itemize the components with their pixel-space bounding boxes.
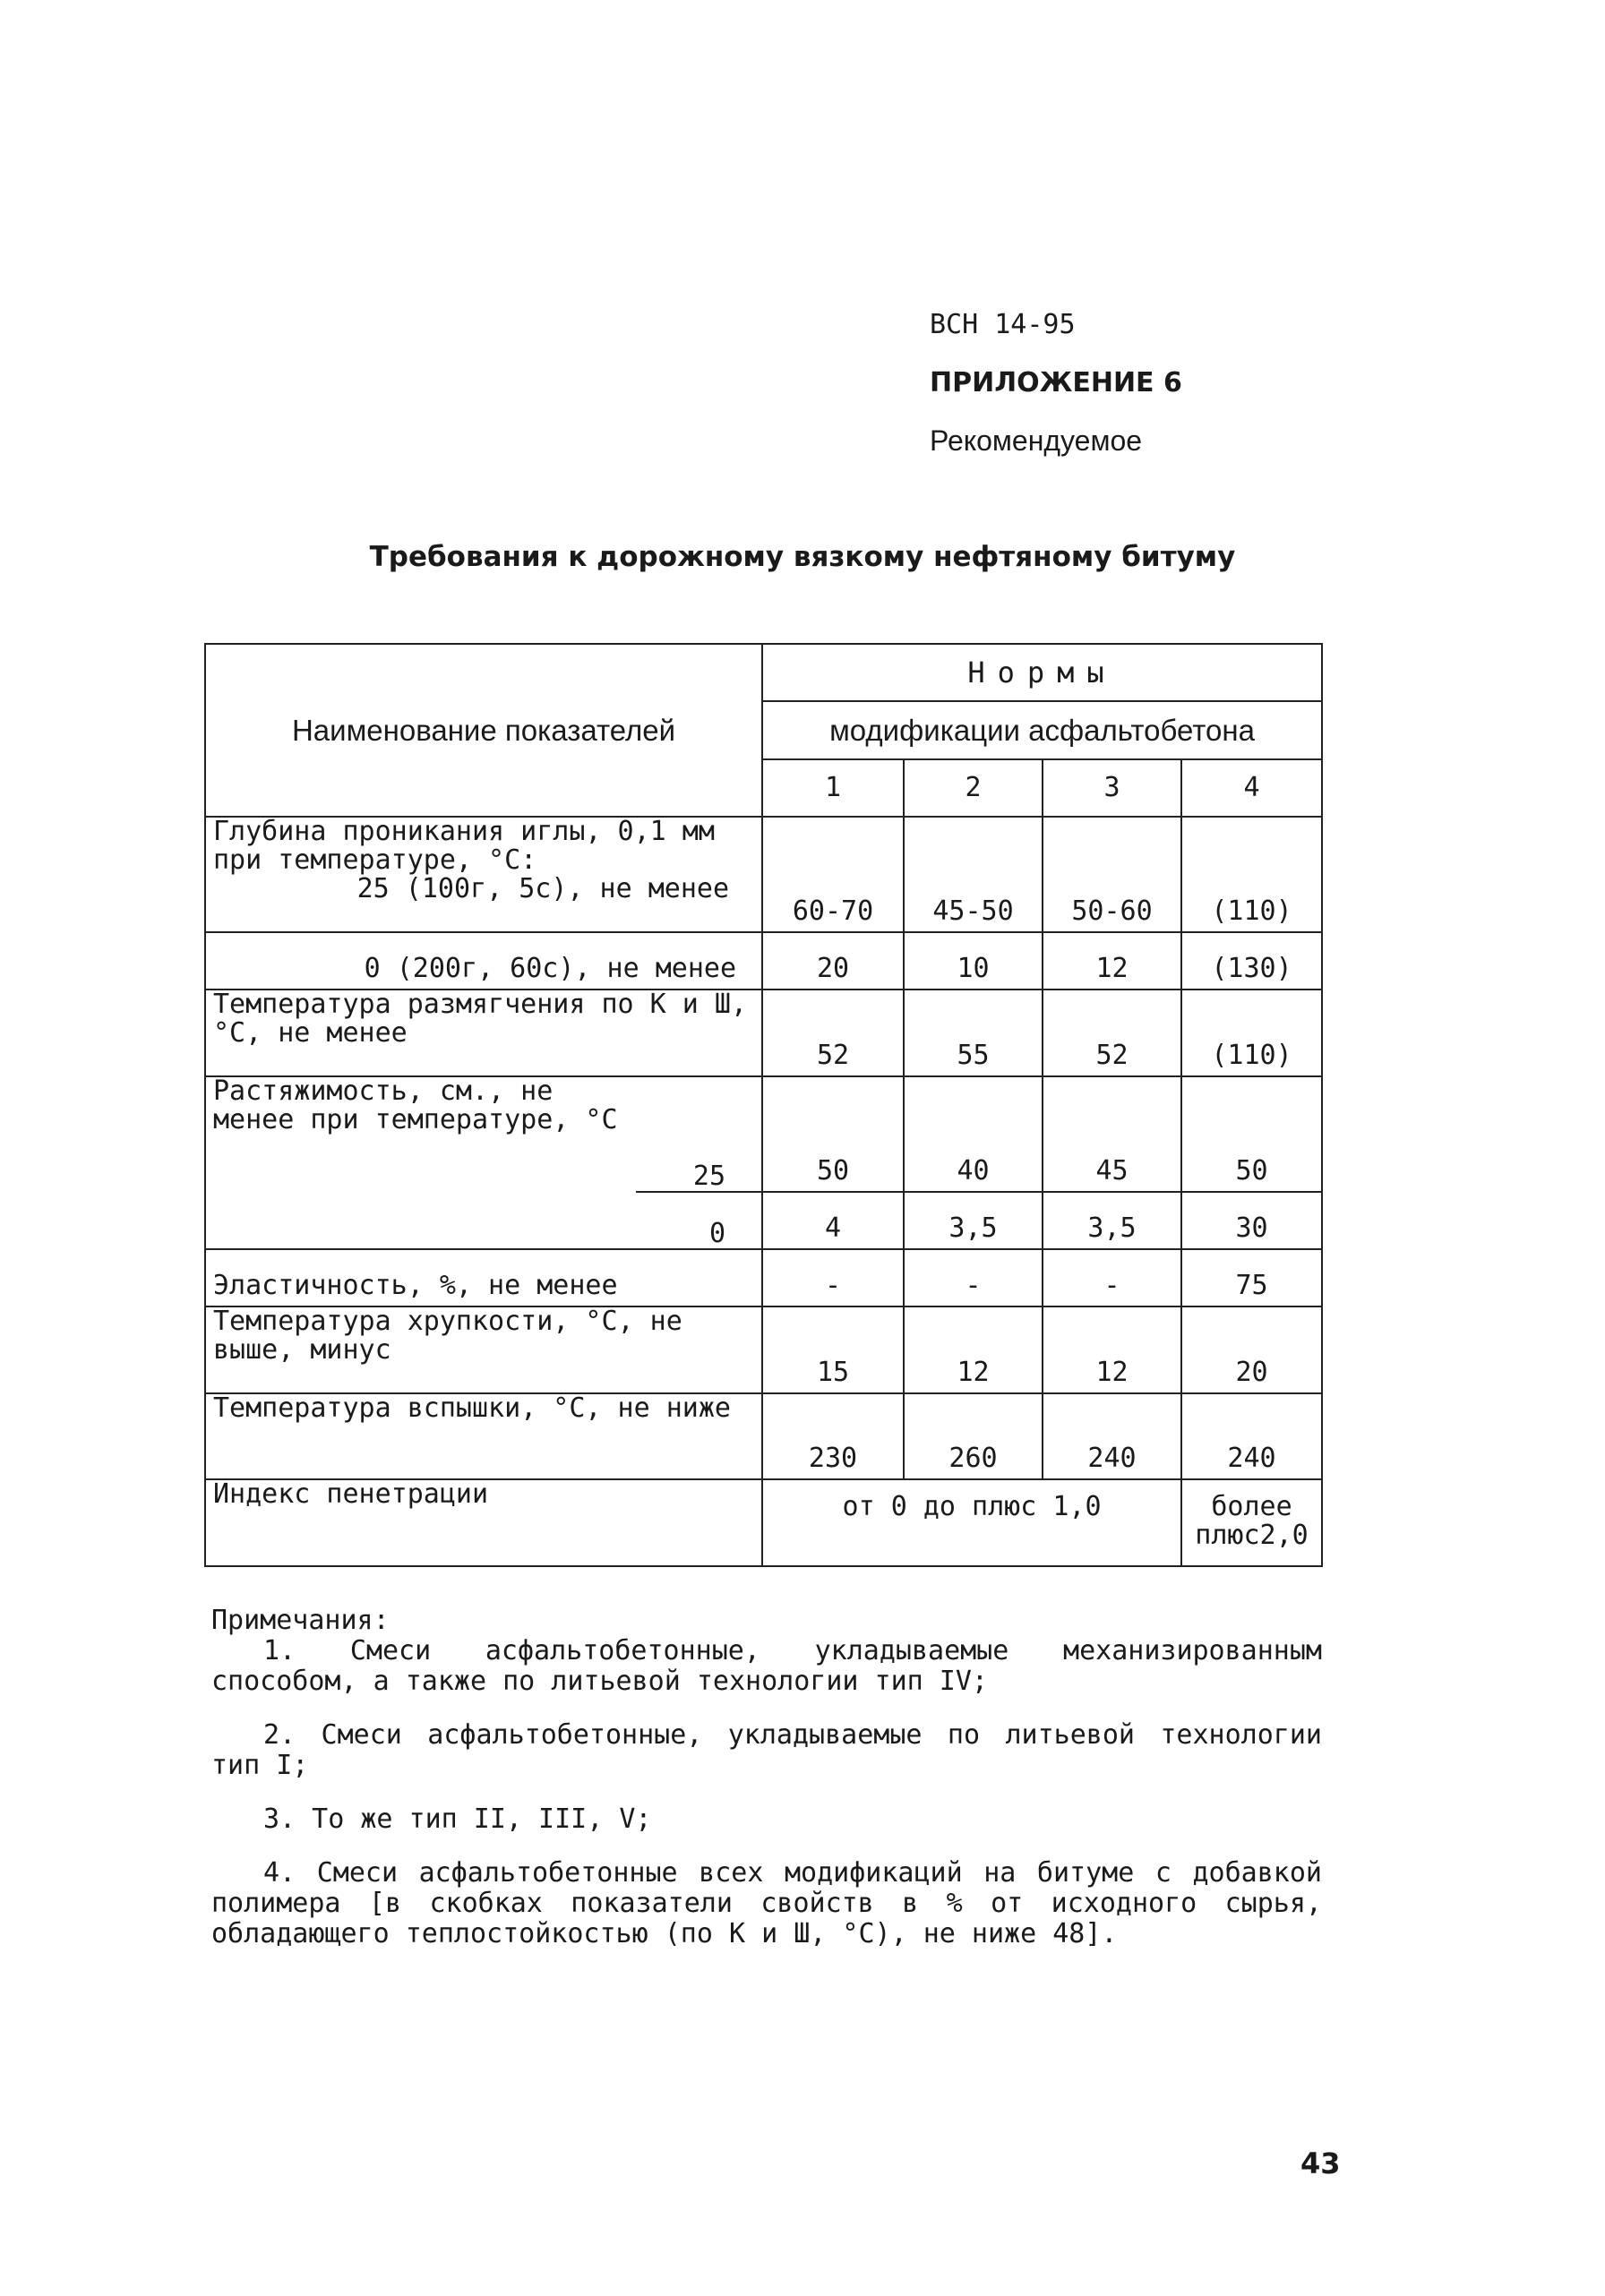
page-number: 43 <box>1300 2146 1341 2180</box>
table-cell: от 0 до плюс 1,0 <box>762 1479 1181 1566</box>
table-cell: - <box>1043 1249 1181 1306</box>
recommendation-status: Рекомендуемое <box>930 424 1143 457</box>
table-cell: (110) <box>1181 817 1322 932</box>
bitumen-requirements-table <box>204 643 1323 1567</box>
table-cell: - <box>904 1249 1043 1306</box>
ductility-temp-0: 0 <box>636 1192 762 1249</box>
table-cell: 240 <box>1043 1393 1181 1480</box>
table-title: Требования к дорожному вязкому нефтяному битуму <box>369 541 1236 573</box>
table-cell: 12 <box>1043 1306 1181 1393</box>
table-row <box>205 1393 1322 1480</box>
note-item: 3. То же тип II, III, V; <box>263 1803 652 1835</box>
column-header-modifications: модификации асфальтобетона <box>762 701 1322 758</box>
column-header-name: Наименование показателей <box>205 644 762 817</box>
mod-number: 3 <box>1043 759 1181 817</box>
penetration-index-label: Индекс пенетрации <box>205 1479 762 1566</box>
ductility-temp-25: 25 <box>636 1076 762 1192</box>
mod-number: 4 <box>1181 759 1322 817</box>
ductility-label: Растяжимость, см., не менее при температуре, °С <box>205 1076 636 1192</box>
column-header-norms: Нормы <box>762 644 1322 701</box>
table-cell: 3,5 <box>1043 1192 1181 1249</box>
table-row <box>205 817 1322 932</box>
table-header-row <box>205 644 1322 701</box>
note-item: 1. Смеси асфальтобетонные, укладываемые механизированным способом, а также по литьевой технологии тип IV; <box>211 1635 1322 1697</box>
table-cell: более плюс2,0 <box>1181 1479 1322 1566</box>
note-item: 4. Смеси асфальтобетонные всех модификаций на битуме с добавкой полимера [в скобках показатели свойств в % от исходного сырья, обладающего теплостойкостью (по К и Ш, °С), не ниже 48]. <box>211 1857 1322 1949</box>
table-cell: 20 <box>1181 1306 1322 1393</box>
table-cell: 52 <box>1043 990 1181 1076</box>
table-row <box>205 1306 1322 1393</box>
notes-section <box>211 1606 1322 1973</box>
table-cell: 230 <box>762 1393 904 1480</box>
penetration-label: Глубина проникания иглы, 0,1 мм при температуре, °С: <box>213 816 715 877</box>
table-cell: 20 <box>762 932 904 990</box>
table-cell: 4 <box>762 1192 904 1249</box>
table-row <box>205 932 1322 990</box>
table-cell: 45 <box>1043 1076 1181 1192</box>
table-cell: 60-70 <box>762 817 904 932</box>
note-item: 2. Смеси асфальтобетонные, укладываемые по литьевой технологии тип I; <box>211 1719 1322 1781</box>
table-cell: 3,5 <box>904 1192 1043 1249</box>
appendix-label: ПРИЛОЖЕНИЕ 6 <box>930 367 1182 398</box>
elasticity-label: Эластичность, %, не менее <box>205 1249 762 1306</box>
notes-heading: Примечания: <box>211 1605 390 1636</box>
table-cell: 75 <box>1181 1249 1322 1306</box>
table-cell: 40 <box>904 1076 1043 1192</box>
row-label-penetration <box>205 817 762 932</box>
document-code: ВСН 14-95 <box>930 309 1076 340</box>
mod-number: 1 <box>762 759 904 817</box>
table-cell: (130) <box>1181 932 1322 990</box>
table-cell: (110) <box>1181 990 1322 1076</box>
table-cell: 12 <box>904 1306 1043 1393</box>
table-row <box>205 1249 1322 1306</box>
table-cell: 50-60 <box>1043 817 1181 932</box>
table-cell: 15 <box>762 1306 904 1393</box>
table-row <box>205 1479 1322 1566</box>
table-cell: 10 <box>904 932 1043 990</box>
penetration-0-label: 0 (200г, 60с), не менее <box>205 932 762 990</box>
table-cell: 50 <box>1181 1076 1322 1192</box>
table-row <box>205 990 1322 1076</box>
table-cell: 260 <box>904 1393 1043 1480</box>
table-cell: 30 <box>1181 1192 1322 1249</box>
table-cell: - <box>762 1249 904 1306</box>
table-cell: 50 <box>762 1076 904 1192</box>
softening-label: Температура размягчения по К и Ш, °С, не менее <box>205 990 762 1076</box>
table-cell: 52 <box>762 990 904 1076</box>
table-cell: 55 <box>904 990 1043 1076</box>
brittleness-label: Температура хрупкости, °С, не выше, минус <box>205 1306 762 1393</box>
table-cell: 12 <box>1043 932 1181 990</box>
flash-point-label: Температура вспышки, °С, не ниже <box>205 1393 762 1480</box>
table-cell: 240 <box>1181 1393 1322 1480</box>
mod-number: 2 <box>904 759 1043 817</box>
table-cell: 45-50 <box>904 817 1043 932</box>
penetration-25-label: 25 (100г, 5с), не менее <box>356 873 730 905</box>
ductility-blank <box>205 1192 636 1249</box>
table-row <box>205 1076 1322 1192</box>
table-row <box>205 1192 1322 1249</box>
